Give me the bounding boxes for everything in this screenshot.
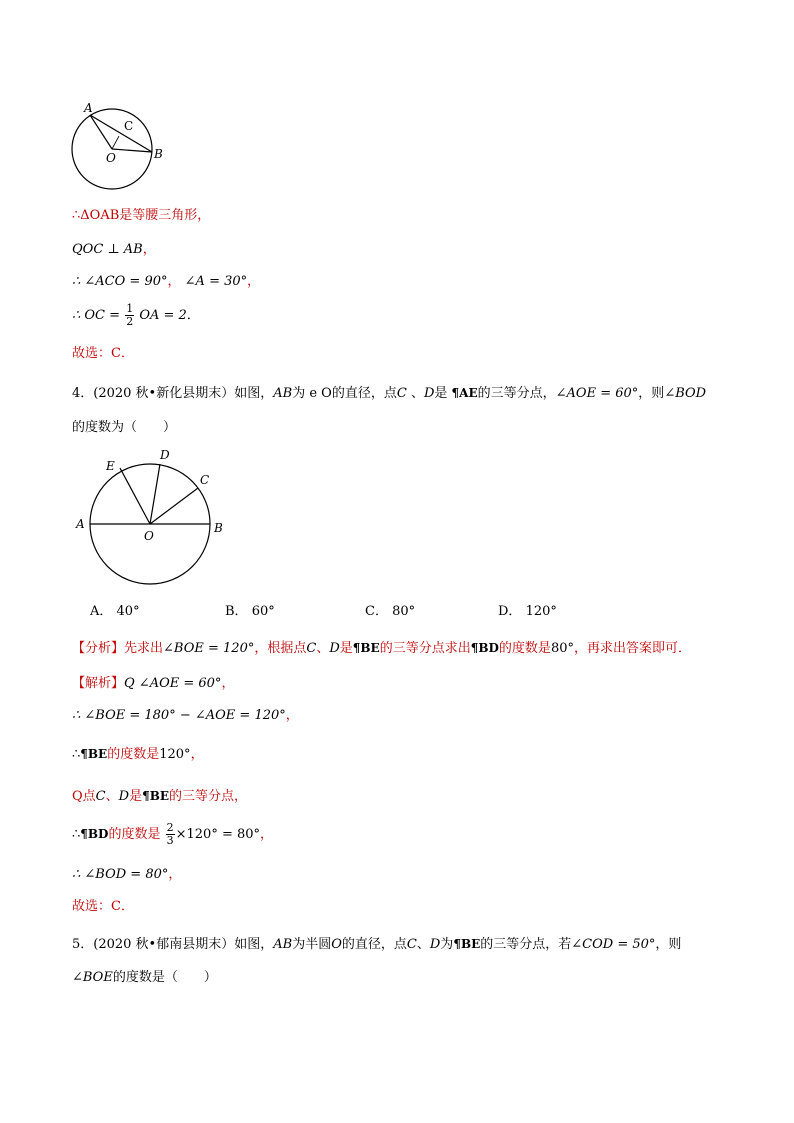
q4-solution-5: ∴¶BD的度数是 $\frac{2}{3}$ ×120° = 80°，: [72, 821, 274, 847]
segment-oc: [112, 136, 119, 149]
figure-circle-aoe: [70, 446, 240, 594]
option-d: D． 120°: [498, 604, 557, 619]
q4-solution-3: ∴¶BE的度数是120°，: [72, 747, 204, 762]
option-c: C． 80°: [365, 604, 416, 619]
label-b: B: [154, 147, 163, 161]
prev-step-3: ∴ ∠ACO = 90°， ∠A = 30°，: [72, 274, 261, 289]
fraction-one-half: $\frac{1}{2}$: [126, 302, 134, 328]
q4-stem-line-2: 的度数为（ ）: [72, 420, 177, 435]
radius-ob: [112, 149, 152, 152]
radius-od: [150, 464, 160, 524]
label-a-2: A: [76, 517, 85, 531]
fraction-two-thirds: $\frac{2}{3}$: [166, 821, 174, 847]
q4-stem-line-1: 4．(2020 秋•新化县期末）如图，AB为 e O的直径，点C 、D是 ¶AE的三等分点，∠AOE = 60°，则∠BOD: [72, 386, 707, 401]
q5-stem-line-2: ∠BOE的度数是（ ）: [72, 970, 217, 985]
radius-oe: [120, 468, 150, 524]
q4-solution-1: 【解析】Q ∠AOE = 60°，: [72, 676, 235, 691]
prev-answer: 故选：C．: [72, 346, 134, 361]
q4-solution-2: ∴ ∠BOE = 180° − ∠AOE = 120°，: [72, 708, 299, 723]
q4-answer: 故选：C．: [72, 899, 134, 914]
radius-oa: [90, 115, 112, 149]
prev-step-2: QOC ⊥ AB，: [72, 242, 156, 257]
prev-step-1: ∴ΔOAB是等腰三角形，: [72, 208, 211, 223]
figure-circle-oab: [66, 98, 176, 198]
q4-solution-4: Q点C、D是¶BE的三等分点，: [72, 789, 248, 804]
label-d: D: [160, 448, 170, 462]
label-c-2: C: [200, 473, 210, 487]
q4-analysis: 【分析】先求出∠BOE = 120°，根据点C、D是¶BE的三等分点求出¶BD的度数是80°，再求出答案即可．: [72, 641, 691, 656]
q5-stem-line-1: 5．(2020 秋•郁南县期末）如图，AB为半圆O的直径，点C、D为¶BE的三等分点，若∠COD = 50°，则: [72, 937, 682, 952]
chord-ab: [90, 115, 152, 152]
label-c: C: [124, 119, 134, 133]
option-a: A． 40°: [90, 604, 140, 619]
prev-step-4: ∴ OC = $\frac{1}{2}$ OA = 2．: [72, 302, 200, 328]
label-o-2: O: [144, 529, 154, 543]
label-e: E: [106, 459, 115, 473]
label-a: A: [84, 101, 93, 115]
label-o: O: [106, 151, 116, 165]
q4-solution-6: ∴ ∠BOD = 80°，: [72, 867, 182, 882]
option-b: B． 60°: [225, 604, 275, 619]
radius-oc: [150, 488, 198, 524]
label-b-2: B: [214, 521, 223, 535]
